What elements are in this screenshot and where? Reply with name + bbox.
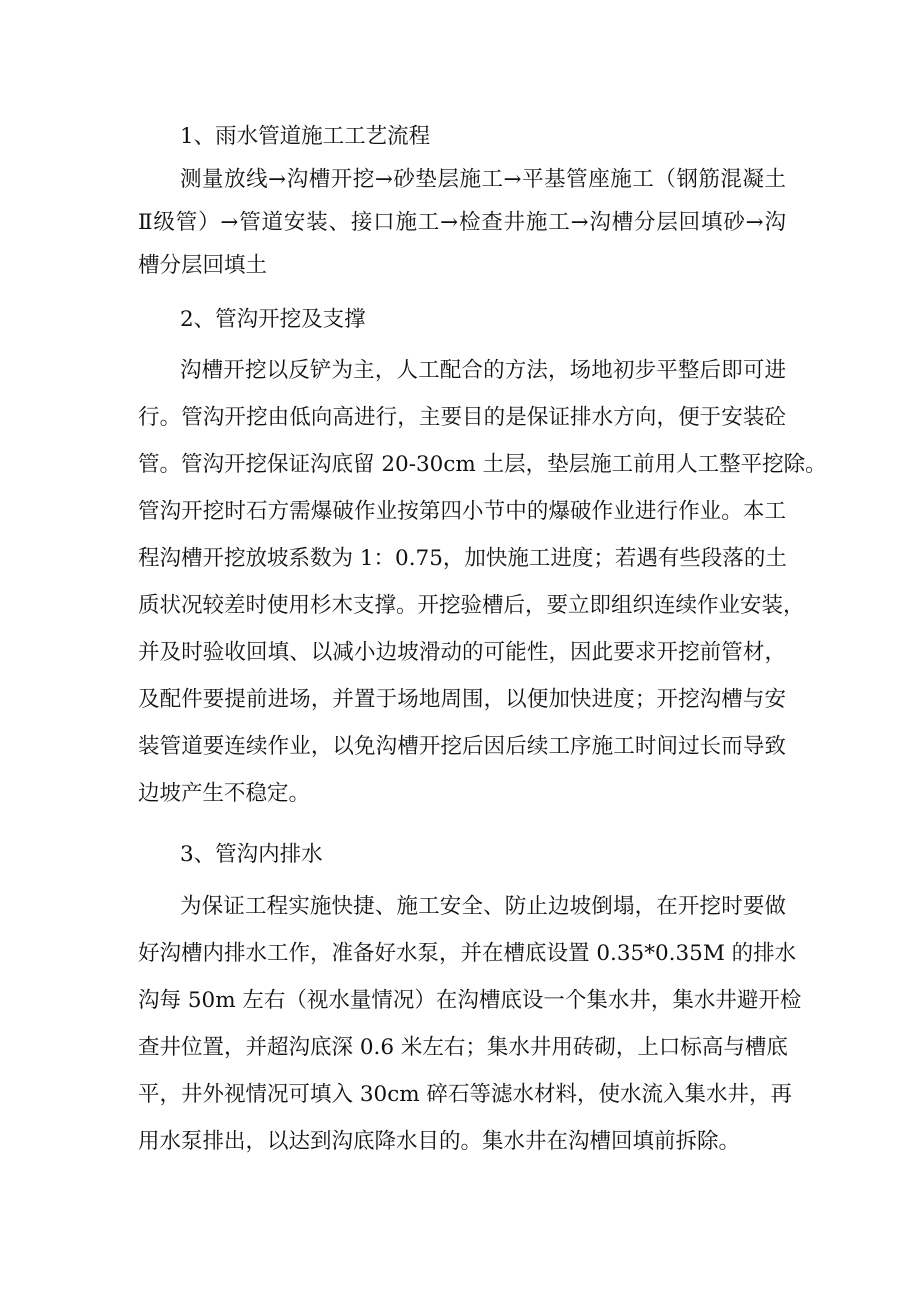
section-2-paragraph-line-2: 行。管沟开挖由低向高进行，主要目的是保证排水方向，便于安装砼 <box>138 405 786 430</box>
section-2-paragraph-line-1: 沟槽开挖以反铲为主，人工配合的方法，场地初步平整后即可进 <box>180 358 786 383</box>
section-2-paragraph-line-6: 质状况较差时使用杉木支撑。开挖验槽后，要立即组织连续作业安装， <box>138 593 805 618</box>
section-3-paragraph-line-5: 平，井外视情况可填入 30cm 碎石等滤水材料，使水流入集水井，再 <box>138 1082 792 1107</box>
section-2-paragraph-line-10: 边坡产生不稳定。 <box>138 781 311 806</box>
section-2-paragraph-line-7: 并及时验收回填、以减小边坡滑动的可能性，因此要求开挖前管材， <box>138 640 786 665</box>
section-2-paragraph-line-3: 管。管沟开挖保证沟底留 20-30cm 土层，垫层施工前用人工整平挖除。 <box>138 452 827 477</box>
section-2-paragraph-line-4: 管沟开挖时石方需爆破作业按第四小节中的爆破作业进行作业。本工 <box>138 499 786 524</box>
section-2-paragraph-line-8: 及配件要提前进场，并置于场地周围，以便加快进度；开挖沟槽与安 <box>138 687 786 712</box>
section-3-paragraph-line-3: 沟每 50m 左右（视水量情况）在沟槽底设一个集水井，集水井避开检 <box>138 988 802 1013</box>
section-3-paragraph-line-4: 查井位置，并超沟底深 0.6 米左右；集水井用砖砌，上口标高与槽底 <box>138 1035 788 1060</box>
section-3-paragraph-line-6: 用水泵排出，以达到沟底降水目的。集水井在沟槽回填前拆除。 <box>138 1129 741 1154</box>
section-2-paragraph-line-5: 程沟槽开挖放坡系数为 1：0.75，加快施工进度；若遇有些段落的土 <box>138 546 787 571</box>
section-1-paragraph-line-2: Ⅱ级管）→管道安装、接口施工→检查井施工→沟槽分层回填砂→沟 <box>138 210 786 235</box>
section-1-heading: 1、雨水管道施工工艺流程 <box>180 124 431 149</box>
section-3-paragraph-line-2: 好沟槽内排水工作，准备好水泵，并在槽底设置 0.35*0.35M 的排水 <box>138 941 797 966</box>
section-2-heading: 2、管沟开挖及支撑 <box>180 307 366 332</box>
section-1-paragraph-line-1: 测量放线→沟槽开挖→砂垫层施工→平基管座施工（钢筋混凝土 <box>180 167 786 192</box>
section-3-paragraph-line-1: 为保证工程实施快捷、施工安全、防止边坡倒塌，在开挖时要做 <box>180 894 786 919</box>
section-1-paragraph-line-3: 槽分层回填土 <box>138 253 268 278</box>
section-2-paragraph-line-9: 装管道要连续作业，以免沟槽开挖后因后续工序施工时间过长而导致 <box>138 734 786 759</box>
section-3-heading: 3、管沟内排水 <box>180 842 323 867</box>
